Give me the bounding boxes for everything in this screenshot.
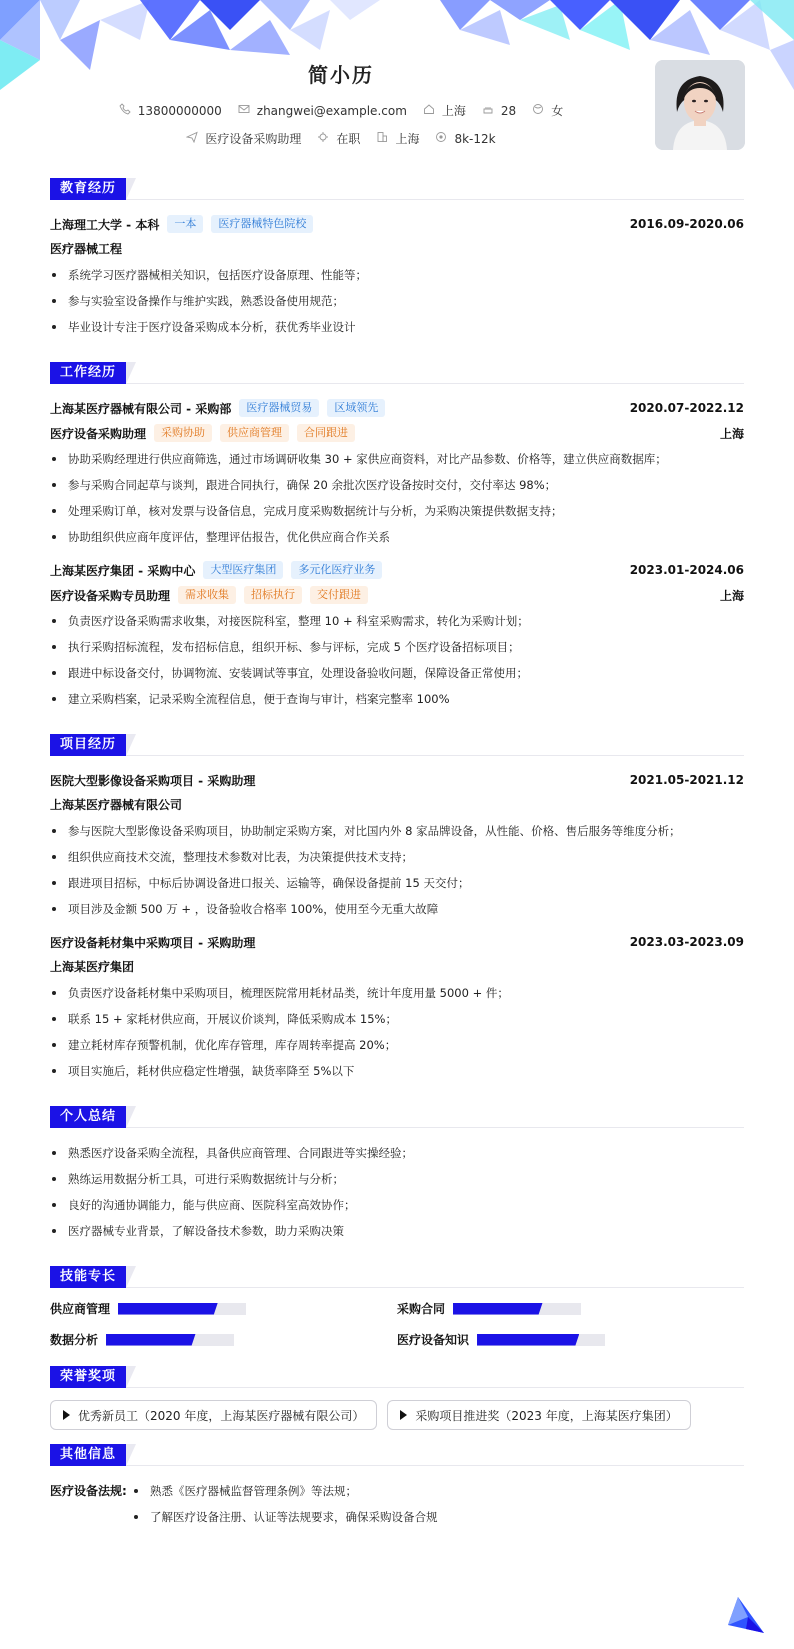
honor-item[interactable]: [50, 1400, 377, 1430]
project-name: 医院大型影像设备采购项目 - 采购助理: [50, 773, 256, 788]
work-header: [50, 558, 744, 582]
school-tag: 一本: [167, 215, 203, 233]
skill-item: [397, 1331, 744, 1348]
list-item: 建立耗材库存预警机制，优化库存管理，库存周转率提高 20%；: [50, 1032, 744, 1058]
list-item: 协助组织供应商年度评估，整理评估报告，优化供应商合作关系: [50, 524, 744, 550]
company-tag: 大型医疗集团: [203, 561, 283, 579]
section-header: [50, 1444, 744, 1466]
home-icon: [423, 103, 435, 118]
list-item: 跟进项目招标，中标后协调设备进口报关、运输等，确保设备提前 15 天交付；: [50, 870, 744, 896]
list-item: 医疗器械专业背景，了解设备技术参数，助力采购决策: [50, 1218, 744, 1244]
contact-phone: 13800000000: [119, 103, 222, 118]
skill-bar: [453, 1303, 581, 1315]
work-bullets: [50, 608, 744, 712]
building-icon: [376, 131, 388, 146]
contact-row-job: [0, 130, 682, 147]
skill-name: 医疗设备知识: [397, 1333, 470, 1347]
skills-grid: [50, 1300, 744, 1348]
section-title: 教育经历: [50, 178, 126, 200]
role-title: 医疗设备采购专员助理: [50, 588, 171, 603]
honor-item[interactable]: [387, 1400, 690, 1430]
list-item: 执行采购招标流程，发布招标信息，组织开标、参与评标，完成 5 个医疗设备招标项目；: [50, 634, 744, 660]
major: 医疗器械工程: [50, 242, 123, 256]
salary-icon: [435, 131, 447, 146]
section-title: 工作经历: [50, 362, 126, 384]
status-icon: [317, 131, 329, 146]
list-item: 跟进中标设备交付，协调物流、安装调试等事宜，处理设备验收问题，保障设备正常使用；: [50, 660, 744, 686]
work-header: [50, 396, 744, 420]
skill-item: [50, 1331, 397, 1348]
contact-age: 28: [482, 103, 516, 118]
section-work: [50, 362, 744, 712]
role-tag: 交付跟进: [310, 586, 368, 604]
list-item: 处理采购订单，核对发票与设备信息，完成月度采购数据统计与分析，为采购决策提供数据支持；: [50, 498, 744, 524]
age-icon: [482, 103, 494, 118]
education-header: [50, 212, 744, 236]
project-bullets: [50, 818, 744, 922]
job-status: 在职: [317, 130, 360, 147]
other-label: 医疗设备法规:: [50, 1484, 127, 1498]
section-header: [50, 734, 744, 756]
list-item: 组织供应商技术交流，整理技术参数对比表，为决策提供技术支持；: [50, 844, 744, 870]
section-projects: [50, 734, 744, 1084]
phone-icon: [119, 103, 131, 118]
work-role-row: [50, 420, 744, 446]
skill-bar: [118, 1303, 246, 1315]
section-summary: [50, 1106, 744, 1244]
list-item: 毕业设计专注于医疗设备采购成本分析，获优秀毕业设计: [50, 314, 744, 340]
list-item: 负责医疗设备采购需求收集，对接医院科室，整理 10 + 科室采购需求，转化为采购计划；: [50, 608, 744, 634]
list-item: 项目涉及金额 500 万 + ，设备验收合格率 100%，使用至今无重大故障: [50, 896, 744, 922]
section-education: [50, 178, 744, 340]
project-name: 医疗设备耗材集中采购项目 - 采购助理: [50, 935, 256, 950]
other-bullets: [132, 1478, 744, 1530]
list-item: 建立采购档案，记录采购全流程信息，便于查询与审计，档案完整率 100%: [50, 686, 744, 712]
list-item: 良好的沟通协调能力，能与供应商、医院科室高效协作；: [50, 1192, 744, 1218]
section-header: [50, 362, 744, 384]
company-tag: 医疗器械贸易: [239, 399, 319, 417]
section-skills: [50, 1266, 744, 1348]
candidate-name: 简小历: [308, 63, 374, 87]
section-title: 技能专长: [50, 1266, 126, 1288]
mail-icon: [238, 103, 250, 118]
contact-row-basic: [0, 102, 682, 119]
list-item: 熟悉《医疗器械监督管理条例》等法规；: [132, 1478, 744, 1504]
work-bullets: [50, 446, 744, 550]
skill-bar-fill: [106, 1334, 196, 1346]
play-icon: [400, 1410, 407, 1420]
gender-icon: [532, 103, 544, 118]
skill-item: [397, 1300, 744, 1317]
skill-item: [50, 1300, 397, 1317]
job-position: 医疗设备采购助理: [186, 130, 301, 147]
education-period: 2016.09-2020.06: [629, 217, 744, 231]
section-header: [50, 1366, 744, 1388]
project-org: 上海某医疗集团: [50, 960, 135, 974]
contact-city: 上海: [423, 102, 466, 119]
role-tag: 招标执行: [244, 586, 302, 604]
work-location: 上海: [719, 426, 744, 441]
skill-bar: [106, 1334, 234, 1346]
list-item: 参与实验室设备操作与维护实践，熟悉设备使用规范；: [50, 288, 744, 314]
work-period: 2023.01-2024.06: [629, 563, 744, 577]
list-item: 联系 15 + 家耗材供应商，开展议价谈判，降低采购成本 15%；: [50, 1006, 744, 1032]
skill-bar-fill: [453, 1303, 543, 1315]
job-salary: 8k-12k: [435, 131, 495, 146]
other-info: [50, 1478, 744, 1530]
list-item: 参与采购合同起草与谈判，跟进合同执行，确保 20 余批次医疗设备按时交付，交付率达 98%；: [50, 472, 744, 498]
skill-name: 数据分析: [50, 1333, 99, 1347]
skill-bar-fill: [477, 1334, 579, 1346]
role-title: 医疗设备采购助理: [50, 426, 147, 441]
summary-bullets: [50, 1140, 744, 1244]
honor-label: 采购项目推进奖（2023 年度，上海某医疗集团）: [415, 1408, 678, 1423]
list-item: 了解医疗设备注册、认证等法规要求，确保采购设备合规: [132, 1504, 744, 1530]
role-tag: 采购协助: [154, 424, 212, 442]
project-bullets: [50, 980, 744, 1084]
section-title: 个人总结: [50, 1106, 126, 1128]
company-name: 上海某医疗器械有限公司 - 采购部: [50, 401, 232, 416]
role-tag: 供应商管理: [220, 424, 289, 442]
education-bullets: [50, 262, 744, 340]
company-tag: 区域领先: [327, 399, 385, 417]
project-org: 上海某医疗器械有限公司: [50, 798, 183, 812]
skill-bar-fill: [118, 1303, 218, 1315]
send-icon: [186, 131, 198, 146]
section-other: [50, 1444, 744, 1530]
list-item: 熟练运用数据分析工具，可进行采购数据统计与分析；: [50, 1166, 744, 1192]
list-item: 参与医院大型影像设备采购项目，协助制定采购方案，对比国内外 8 家品牌设备，从性能、价格、售后服务等维度分析；: [50, 818, 744, 844]
play-icon: [63, 1410, 70, 1420]
section-title: 荣誉奖项: [50, 1366, 126, 1388]
list-item: 熟悉医疗设备采购全流程，具备供应商管理、合同跟进等实操经验；: [50, 1140, 744, 1166]
section-honors: [50, 1366, 744, 1430]
skill-name: 采购合同: [397, 1302, 446, 1316]
skill-bar: [477, 1334, 605, 1346]
role-tag: 合同跟进: [297, 424, 355, 442]
work-role-row: [50, 582, 744, 608]
project-period: 2021.05-2021.12: [629, 773, 744, 787]
company-name: 上海某医疗集团 - 采购中心: [50, 563, 196, 578]
list-item: 负责医疗设备耗材集中采购项目，梳理医院常用耗材品类，统计年度用量 5000 + 件；: [50, 980, 744, 1006]
contact-gender: 女: [532, 102, 563, 119]
project-header: [50, 768, 744, 792]
section-title: 其他信息: [50, 1444, 126, 1466]
section-header: [50, 1106, 744, 1128]
section-title: 项目经历: [50, 734, 126, 756]
work-period: 2020.07-2022.12: [629, 401, 744, 415]
resume-content: [0, 178, 794, 1530]
corner-logo-icon: [726, 1595, 766, 1635]
honors-list: [50, 1400, 744, 1430]
section-header: [50, 178, 744, 200]
list-item: 协助采购经理进行供应商筛选，通过市场调研收集 30 + 家供应商资料，对比产品参数、价格等，建立供应商数据库；: [50, 446, 744, 472]
school-name: 上海理工大学 - 本科: [50, 217, 160, 232]
resume-header: [0, 0, 794, 160]
project-period: 2023.03-2023.09: [629, 935, 744, 949]
avatar: [655, 60, 745, 150]
school-tag: 医疗器械特色院校: [211, 215, 313, 233]
contact-email: zhangwei@example.com: [238, 103, 407, 118]
work-location: 上海: [719, 588, 744, 603]
job-city: 上海: [376, 130, 419, 147]
list-item: 项目实施后，耗材供应稳定性增强，缺货率降至 5%以下: [50, 1058, 744, 1084]
section-header: [50, 1266, 744, 1288]
project-header: [50, 930, 744, 954]
company-tag: 多元化医疗业务: [291, 561, 382, 579]
skill-name: 供应商管理: [50, 1302, 111, 1316]
honor-label: 优秀新员工（2020 年度，上海某医疗器械有限公司）: [78, 1408, 365, 1423]
list-item: 系统学习医疗器械相关知识，包括医疗设备原理、性能等；: [50, 262, 744, 288]
role-tag: 需求收集: [178, 586, 236, 604]
